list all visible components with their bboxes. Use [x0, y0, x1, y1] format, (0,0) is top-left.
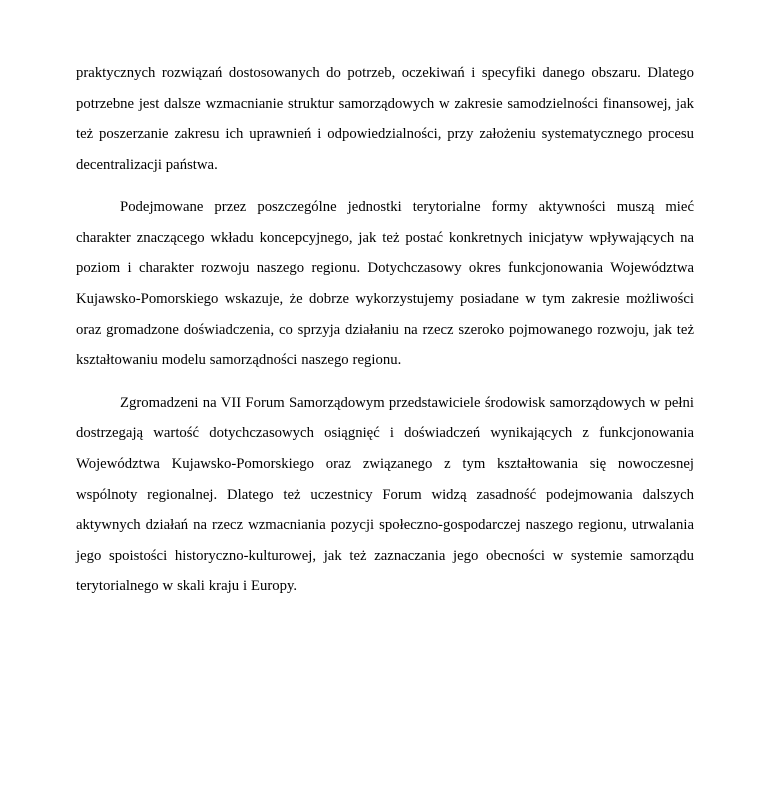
paragraph-activity-forms: Podejmowane przez poszczególne jednostki terytorialne formy aktywności muszą mieć charakter znaczącego wkładu koncepcyjnego, jak też postać konkretnych inicjatyw wpływających na poziom i charakter rozwoju naszego regionu. Dotychczasowy okres funkcjonowania Województwa Kujawsko-Pomorskiego wskazuje, że dobrze wykorzystujemy posiadane w tym zakresie możliwości oraz gromadzone doświadczenia, co sprzyja działaniu na rzecz szeroko pojmowanego rozwoju, jak też kształtowaniu modelu samorządności naszego regionu.: [76, 199, 694, 369]
document-text-body: [76, 58, 694, 602]
paragraph-continuation: praktycznych rozwiązań dostosowanych do potrzeb, oczekiwań i specyfiki danego obszaru. Dlatego potrzebne jest dalsze wzmacnianie struktur samorządowych w zakresie samodzielności finansowej, jak też poszerzanie zakresu ich uprawnień i odpowiedzialności, przy założeniu systematycznego procesu decentralizacji państwa.: [76, 65, 694, 173]
paragraph-forum-participants: Zgromadzeni na VII Forum Samorządowym przedstawiciele środowisk samorządowych w pełni dostrzegają wartość dotychczasowych osiągnięć i doświadczeń wynikających z funkcjonowania Województwa Kujawsko-Pomorskiego oraz związanego z tym kształtowania się nowoczesnej wspólnoty regionalnej. Dlatego też uczestnicy Forum widzą zasadność podejmowania dalszych aktywnych działań na rzecz wzmacniania pozycji społeczno-gospodarczej naszego regionu, utrwalania jego spoistości historyczno-kulturowej, jak też zaznaczania jego obecności w systemie samorządu terytorialnego w skali kraju i Europy.: [76, 394, 694, 595]
